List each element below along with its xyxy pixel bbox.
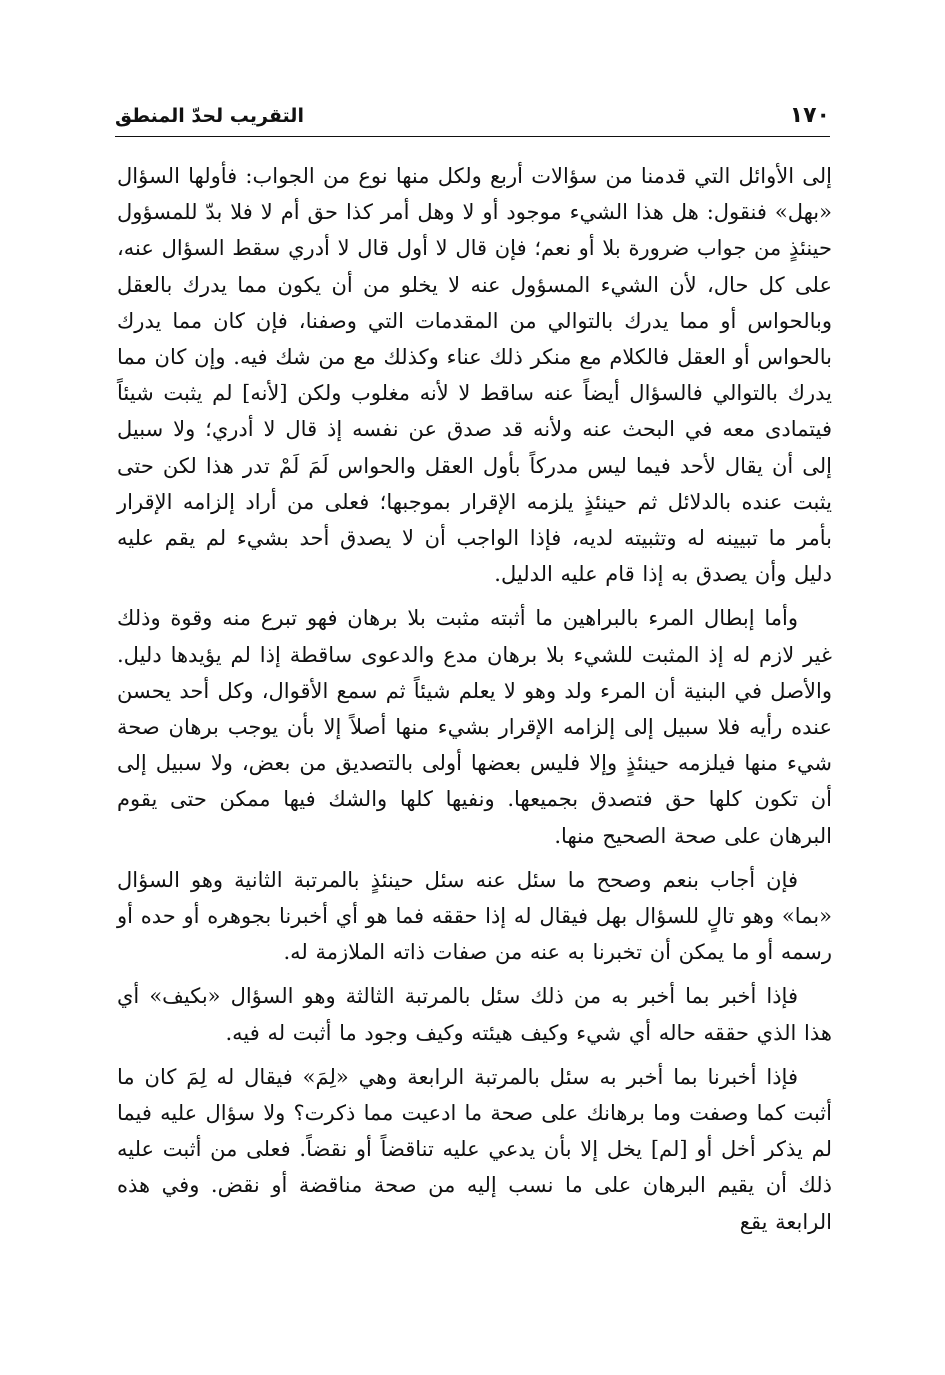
paragraph-3: فإن أجاب بنعم وصحح ما سئل عنه سئل حينئذٍ بالمرتبة الثانية وهو السؤال «بما» وهو تالٍ للسؤال بهل فيقال له إذا حققه فما هو أي أخبرنا بجوهره أو حده أو رسمه أو ما يمكن أن تخبرنا به عنه من صفات ذاته الملازمة له. <box>117 867 832 965</box>
paragraph-5: فإذا أخبرنا بما أخبر به سئل بالمرتبة الرابعة وهي «لِمَ» فيقال له لِمَ كان ما أثبت كما وصفت وما برهانك على صحة ما ادعيت مما ذكرت؟ ولا سؤال عليه فيما لم يذكر أخل أو [لم] يخل إلا بأن يدعي عليه تناقضاً أو نقضاً. فعلى من أثبت عليه ذلك أن يقيم البرهان على ما نسب إليه من صحة مناقضة أو نقض. وفي هذه الرابعة يقع <box>117 1064 832 1234</box>
paragraph-2: وأما إبطال المرء بالبراهين ما أثبته مثبت بلا برهان فهو تبرع منه وقوة وذلك غير لازم له إذ المثبت للشيء بلا برهان مدع والدعوى ساقطة إذا لم يؤيدها دليل. والأصل في البنية أن المرء ولد وهو لا يعلم شيئاً ثم سمع الأقوال، وكل أحد يحسن عنده رأيه فلا سبيل إلى إلزامه الإقرار بشيء منها أصلاً إلا بأن يوجب برهان صحة شيء منها فيلزمه حينئذٍ وإلا فليس بعضها أولى بالتصديق من بعض، ولا سبيل إلى أن تكون كلها حق فتصدق بجميعها. ونفيها كلها والشك فيها ممكن حتى يقوم البرهان على صحة الصحيح منها. <box>117 606 832 848</box>
page-number: ١٧٠ <box>789 103 830 128</box>
body-text <box>117 158 832 1240</box>
page-header <box>115 95 830 131</box>
running-title: التقريب لحدّ المنطق <box>115 105 304 127</box>
paragraph-1: إلى الأوائل التي قدمنا من سؤالات أربع ولكل منها نوع من الجواب: فأولها السؤال «بهل» فنقول: هل هذا الشيء موجود أو لا وهل أمر كذا حق أم لا فلا بدّ للمسؤول حينئذٍ من جواب ضرورة بلا أو نعم؛ فإن قال لا أول قال لا أدري سقط السؤال عنه، على كل حال، لأن الشيء المسؤول عنه لا يخلو من أن يكون مما يدرك بالعقل وبالحواس أو مما يدرك بالتوالي من المقدمات التي وصفنا، فإن كان مما يدرك بالحواس أو العقل فالكلام مع منكر ذلك عناء وكذلك مع من شك فيه. وإن كان مما يدرك بالتوالي فالسؤال أيضاً عنه ساقط لا لأنه مغلوب ولكن [لأنه] لم يثبت شيئاً فيتمادى معه في البحث عنه ولأنه قد صدق عن نفسه إذ قال لا أدري؛ ولا سبيل إلى أن يقال لأحد فيما ليس مدركاً بأول العقل والحواس لَمَ لَمْ تدر هذا لكن حتى يثبت عنده بالدلائل ثم حينئذٍ يلزمه الإقرار بموجبها؛ فعلى من أراد إلزامه الإقرار بأمر ما تبيينه له وتثبيته لديه، فإذا الواجب أن لا يصدق أحد بشيء لم يقم عليه دليل وأن يصدق به إذا قام عليه الدليل. <box>117 164 832 587</box>
paragraph-4: فإذا أخبر بما أخبر به من ذلك سئل بالمرتبة الثالثة وهو السؤال «بكيف» أي هذا الذي حققه حاله أي شيء وكيف هيئته وكيف وجود ما أثبت له فيه. <box>117 984 832 1045</box>
header-divider <box>115 136 830 137</box>
